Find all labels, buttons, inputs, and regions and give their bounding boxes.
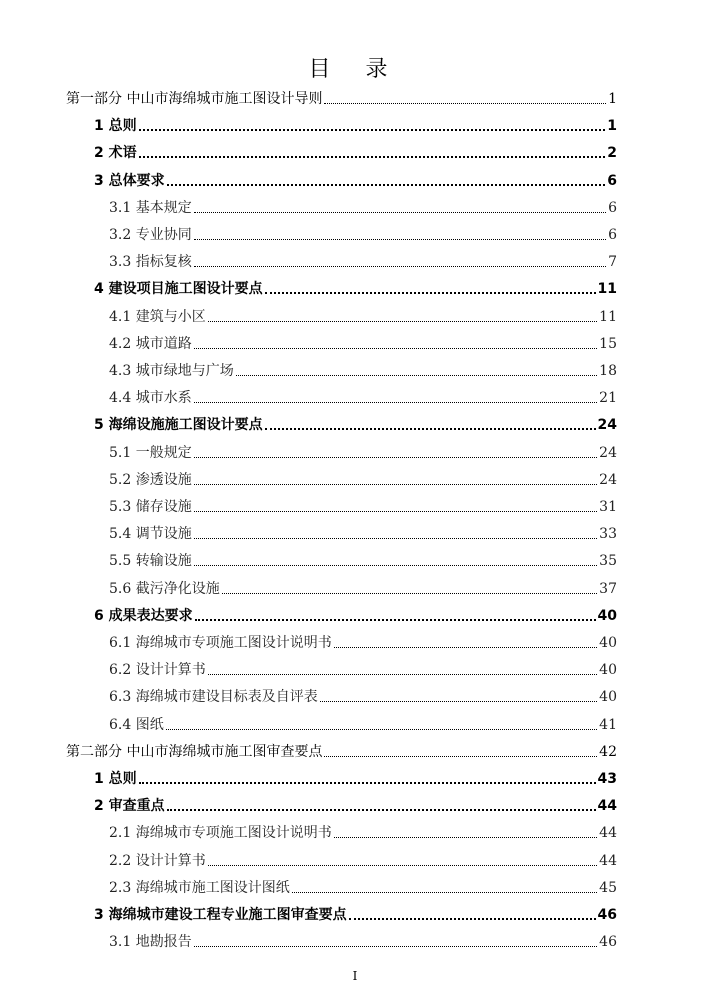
toc-entry-page: 35 (599, 553, 617, 570)
toc-dot-leader (194, 266, 606, 267)
toc-section-entry[interactable] (0, 578, 710, 605)
toc-entry-line (109, 877, 617, 897)
toc-entry-line (94, 605, 617, 625)
toc-dot-leader (139, 129, 606, 131)
toc-part-entry[interactable] (0, 88, 710, 115)
toc-dot-leader (167, 184, 606, 186)
toc-entry-label: 1 总则 (94, 118, 137, 135)
toc-entry-page: 33 (599, 526, 617, 543)
toc-entry-line (109, 931, 617, 951)
toc-entry-page: 44 (597, 798, 617, 815)
toc-entry-line (109, 469, 617, 489)
toc-dot-leader (194, 239, 606, 240)
toc-entry-label: 2 审查重点 (94, 798, 165, 815)
toc-entry-line (109, 197, 617, 217)
toc-entry-page: 37 (599, 580, 617, 597)
toc-entry-label: 6.3 海绵城市建设目标表及自评表 (109, 689, 318, 706)
toc-entry-label: 3.1 基本规定 (109, 199, 192, 216)
toc-chapter-entry[interactable] (0, 278, 710, 305)
toc-entry-page: 11 (597, 281, 617, 298)
toc-dot-leader (334, 647, 597, 648)
toc-dot-leader (292, 892, 597, 893)
toc-entry-label: 2.2 设计计算书 (109, 852, 206, 869)
toc-entry-page: 24 (599, 444, 617, 461)
toc-entry-label: 6.2 设计计算书 (109, 662, 206, 679)
toc-entry-page: 40 (597, 607, 617, 624)
toc-entry-line (109, 632, 617, 652)
toc-entry-label: 5.3 储存设施 (109, 499, 192, 515)
toc-entry-label: 4.2 城市道路 (109, 335, 192, 352)
toc-section-entry[interactable] (0, 523, 710, 550)
toc-entry-label: 4 建设项目施工图设计要点 (94, 281, 263, 298)
toc-entry-page: 41 (599, 716, 617, 733)
toc-entry-label: 2 术语 (94, 145, 137, 162)
toc-section-entry[interactable] (0, 197, 710, 224)
toc-entry-line (109, 822, 617, 842)
toc-entry-page: 42 (599, 743, 617, 760)
toc-entry-label: 5.5 转输设施 (109, 553, 192, 570)
toc-dot-leader (208, 865, 597, 866)
toc-entry-page: 24 (597, 417, 617, 434)
toc-entry-label: 4.3 城市绿地与广场 (109, 363, 234, 379)
toc-chapter-entry[interactable] (0, 768, 710, 795)
toc-dot-leader (194, 212, 606, 213)
toc-entry-page: 6 (607, 172, 617, 189)
toc-section-entry[interactable] (0, 850, 710, 877)
toc-section-entry[interactable] (0, 251, 710, 278)
toc-section-entry[interactable] (0, 686, 710, 713)
toc-dot-leader (139, 782, 596, 784)
toc-dot-leader (320, 701, 597, 702)
toc-dot-leader (334, 837, 597, 838)
toc-entry-label: 3.1 地勘报告 (109, 934, 192, 951)
toc-dot-leader (194, 946, 597, 947)
toc-section-entry[interactable] (0, 442, 710, 469)
toc-entry-line (109, 686, 617, 706)
toc-section-entry[interactable] (0, 550, 710, 577)
toc-entry-label: 6.1 海绵城市专项施工图设计说明书 (109, 635, 332, 651)
toc-dot-leader (139, 156, 606, 158)
toc-dot-leader (222, 593, 597, 594)
toc-entry-line (94, 414, 617, 434)
toc-chapter-entry[interactable] (0, 142, 710, 169)
toc-chapter-entry[interactable] (0, 115, 710, 142)
toc-entry-line (109, 442, 617, 462)
toc-entry-page: 18 (599, 363, 617, 379)
toc-entry-label: 2.3 海绵城市施工图设计图纸 (109, 879, 290, 896)
toc-entry-label: 1 总则 (94, 771, 137, 787)
toc-dot-leader (194, 348, 597, 349)
toc-entry-page: 24 (599, 471, 617, 488)
toc-entry-line (109, 659, 617, 679)
toc-entry-page: 45 (599, 879, 617, 896)
toc-dot-leader (236, 375, 597, 376)
toc-entry-page: 1 (607, 118, 617, 135)
toc-entry-page: 6 (608, 227, 617, 243)
toc-entry-line (94, 768, 617, 788)
toc-section-entry[interactable] (0, 360, 710, 387)
toc-section-entry[interactable] (0, 632, 710, 659)
toc-entry-line (109, 224, 617, 244)
toc-entry-label: 3 海绵城市建设工程专业施工图审查要点 (94, 907, 347, 923)
toc-section-entry[interactable] (0, 306, 710, 333)
toc-dot-leader (194, 457, 597, 458)
toc-entry-label: 3.2 专业协同 (109, 227, 192, 243)
toc-entry-label: 第二部分 中山市海绵城市施工图审查要点 (66, 743, 323, 760)
toc-entry-line (109, 333, 617, 353)
toc-section-entry[interactable] (0, 714, 710, 741)
toc-entry-page: 43 (597, 771, 617, 787)
toc-entry-line (109, 523, 617, 543)
toc-entry-label: 4.1 建筑与小区 (109, 308, 206, 325)
toc-section-entry[interactable] (0, 931, 710, 958)
toc-entry-line (109, 251, 617, 271)
toc-entry-label: 5.4 调节设施 (109, 526, 192, 543)
toc-chapter-entry[interactable] (0, 414, 710, 441)
toc-entry-line (94, 170, 617, 190)
toc-chapter-entry[interactable] (0, 170, 710, 197)
toc-entry-label: 6 成果表达要求 (94, 607, 193, 624)
toc-entry-page: 15 (599, 335, 617, 352)
toc-entry-page: 40 (599, 662, 617, 679)
toc-dot-leader (194, 565, 597, 566)
toc-section-entry[interactable] (0, 659, 710, 686)
toc-entry-page: 40 (599, 689, 617, 706)
toc-entry-page: 46 (597, 907, 617, 923)
toc-entry-page: 11 (599, 308, 617, 325)
toc-part-entry[interactable] (0, 741, 710, 768)
toc-entry-label: 5.6 截污净化设施 (109, 580, 220, 597)
toc-section-entry[interactable] (0, 387, 710, 414)
toc-entry-label: 5.1 一般规定 (109, 444, 192, 461)
page-number: I (352, 969, 358, 983)
toc-entry-line (66, 88, 617, 108)
toc-dot-leader (324, 756, 597, 757)
toc-section-entry[interactable] (0, 822, 710, 849)
toc-dot-leader (194, 402, 597, 403)
toc-entry-page: 2 (607, 145, 617, 162)
page-title: 目 录 (308, 57, 402, 82)
toc-entry-page: 21 (599, 390, 617, 407)
toc-dot-leader (208, 674, 597, 675)
toc-dot-leader (194, 511, 597, 512)
toc-entry-line (109, 360, 617, 380)
toc-entry-label: 3.3 指标复核 (109, 254, 192, 271)
toc-entry-label: 2.1 海绵城市专项施工图设计说明书 (109, 825, 332, 842)
toc-section-entry[interactable] (0, 224, 710, 251)
toc-entry-label: 第一部分 中山市海绵城市施工图设计导则 (66, 91, 323, 107)
toc-entry-label: 4.4 城市水系 (109, 390, 192, 407)
toc-section-entry[interactable] (0, 333, 710, 360)
toc-chapter-entry[interactable] (0, 605, 710, 632)
toc-dot-leader (324, 103, 606, 104)
toc-entry-line (94, 904, 617, 924)
toc-dot-leader (349, 918, 596, 920)
toc-entry-line (94, 278, 617, 298)
toc-entry-label: 5 海绵设施施工图设计要点 (94, 417, 263, 434)
toc-chapter-entry[interactable] (0, 795, 710, 822)
toc-chapter-entry[interactable] (0, 904, 710, 931)
toc-entry-page: 1 (608, 91, 617, 107)
toc-dot-leader (265, 428, 596, 430)
toc-entry-page: 40 (599, 635, 617, 651)
toc-entry-line (66, 741, 617, 761)
toc-dot-leader (166, 729, 597, 730)
toc-entry-page: 7 (608, 254, 617, 271)
toc-entry-line (94, 115, 617, 135)
toc-entry-page: 46 (599, 934, 617, 951)
toc-dot-leader (195, 619, 596, 621)
toc-entry-label: 5.2 渗透设施 (109, 471, 192, 488)
toc-section-entry[interactable] (0, 469, 710, 496)
toc-entry-page: 6 (608, 199, 617, 216)
toc-section-entry[interactable] (0, 877, 710, 904)
toc-entry-line (109, 714, 617, 734)
toc-entry-line (109, 496, 617, 516)
toc-entry-page: 44 (599, 825, 617, 842)
toc-entry-line (109, 850, 617, 870)
toc-dot-leader (194, 538, 597, 539)
toc-entry-line (109, 578, 617, 598)
toc-entry-page: 31 (599, 499, 617, 515)
toc-entry-page: 44 (599, 852, 617, 869)
toc-dot-leader (167, 809, 596, 811)
toc-dot-leader (265, 292, 596, 294)
toc-entry-line (109, 550, 617, 570)
toc-entry-label: 3 总体要求 (94, 172, 165, 189)
toc-entry-line (94, 142, 617, 162)
toc-entry-line (109, 306, 617, 326)
toc-section-entry[interactable] (0, 496, 710, 523)
toc-entry-line (109, 387, 617, 407)
toc-dot-leader (194, 484, 597, 485)
toc-entry-label: 6.4 图纸 (109, 716, 164, 733)
toc-dot-leader (208, 321, 597, 322)
toc-entry-line (94, 795, 617, 815)
